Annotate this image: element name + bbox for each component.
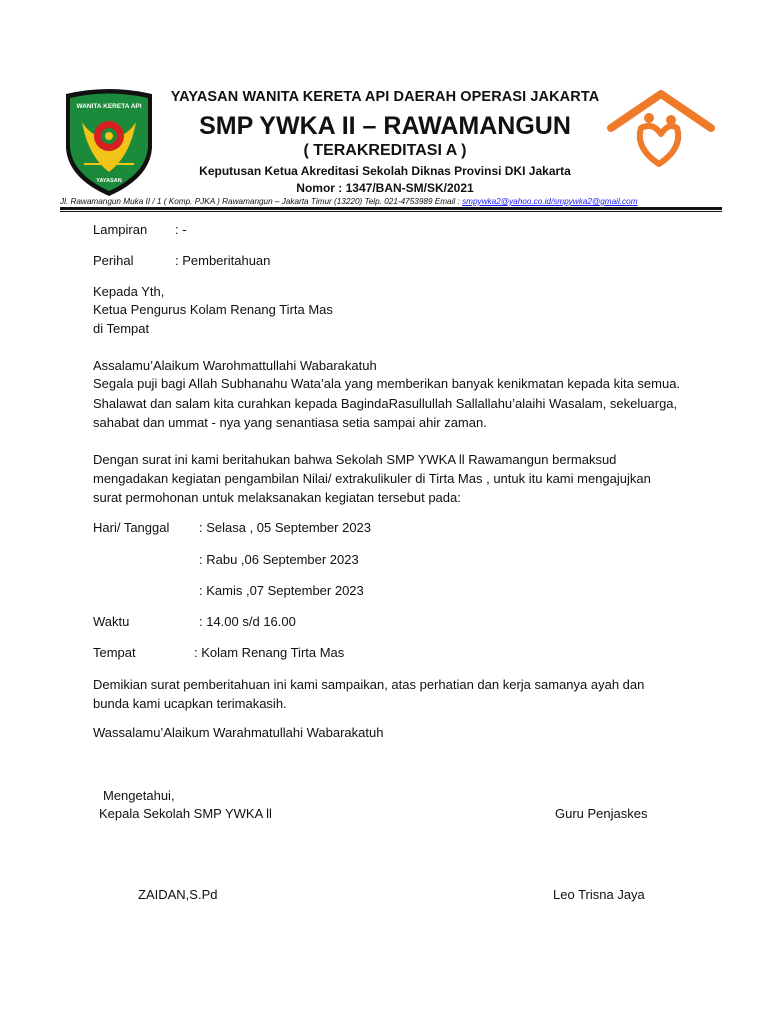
closing-greeting: Wassalamu’Alaikum Warahmatullahi Wabarakatuh <box>93 725 384 740</box>
foundation-name: YAYASAN WANITA KERETA API DAERAH OPERASI JAKARTA <box>170 89 600 105</box>
hari-date-3: : Kamis ,07 September 2023 <box>199 583 364 598</box>
school-house-logo <box>605 88 717 172</box>
lampiran-label: Lampiran <box>93 222 148 237</box>
perihal-label: Perihal <box>93 253 134 268</box>
decree-line: Keputusan Ketua Akreditasi Sekolah Diknas Provinsi DKI Jakarta <box>199 164 571 178</box>
kepada: Kepada Yth, <box>93 284 165 299</box>
signer-right-name: Leo Trisna Jaya <box>553 887 645 902</box>
recipient: Ketua Pengurus Kolam Renang Tirta Mas <box>93 302 333 317</box>
perihal-value: : Pemberitahuan <box>175 253 271 268</box>
decree-number: Nomor : 1347/BAN-SM/SK/2021 <box>296 181 474 195</box>
tempat-label: Tempat <box>93 645 136 660</box>
opening-greeting: Assalamu’Alaikum Warohmattullahi Wabarakatuh <box>93 358 377 373</box>
hari-label: Hari/ Tanggal <box>93 520 170 535</box>
signer-left-name: ZAIDAN,S.Pd <box>138 887 218 902</box>
signer-left-title: Kepala Sekolah SMP YWKA ll <box>99 806 272 821</box>
place: di Tempat <box>93 321 150 336</box>
school-name: SMP YWKA II – RAWAMANGUN <box>199 112 571 140</box>
header-rule-thick <box>60 207 722 210</box>
signer-right-title: Guru Penjaskes <box>555 806 648 821</box>
waktu-value: : 14.00 s/d 16.00 <box>199 614 296 629</box>
address-line <box>60 197 720 206</box>
para2-line3: surat permohonan untuk melaksanakan kegiatan tersebut pada: <box>93 490 461 505</box>
para2-line1: Dengan surat ini kami beritahukan bahwa Sekolah SMP YWKA ll Rawamangun bermaksud <box>93 452 617 467</box>
accreditation: ( TERAKREDITASI A ) <box>303 142 467 159</box>
para3-line2: bunda kami ucapkan terimakasih. <box>93 696 287 711</box>
para3-line1: Demikian surat pemberitahuan ini kami sampaikan, atas perhatian dan kerja samanya ayah dan <box>93 677 645 692</box>
hari-date-2: : Rabu ,06 September 2023 <box>199 552 359 567</box>
logo-top-text: WANITA KERETA API <box>76 103 142 110</box>
header-rule-thin <box>60 211 722 212</box>
para1-line3: sahabat dan ummat - nya yang senantiasa setia sampai ahir zaman. <box>93 415 487 430</box>
address-text: Jl. Rawamangun Muka II / 1 ( Komp. PJKA ) Rawamangun – Jakarta Timur (13220) Telp. 021-4753989 Email : <box>60 197 463 206</box>
tempat-value: : Kolam Renang Tirta Mas <box>194 645 345 660</box>
email-link[interactable]: smpywka2@yahoo.co.id/smpywka2@gmail.com <box>462 197 638 206</box>
para2-line2: mengadakan kegiatan pengambilan Nilai/ extrakulikuler di Tirta Mas , untuk itu kami mengajujkan <box>93 471 651 486</box>
waktu-label: Waktu <box>93 614 130 629</box>
logo-bottom-text: YAYASAN <box>96 178 122 184</box>
yayasan-shield-logo <box>62 86 156 198</box>
para1-line1: Segala puji bagi Allah Subhanahu Wata’ala yang memberikan banyak kenikmatan kepada kita semua. <box>93 376 681 391</box>
lampiran-value: : - <box>175 222 187 237</box>
hari-date-1: : Selasa , 05 September 2023 <box>199 520 372 535</box>
para1-line2: Shalawat dan salam kita curahkan kepada BagindaRasullullah Sallallahu’alaihi Wasalam, sekeluarga, <box>93 396 678 411</box>
mengetahui: Mengetahui, <box>103 788 175 803</box>
